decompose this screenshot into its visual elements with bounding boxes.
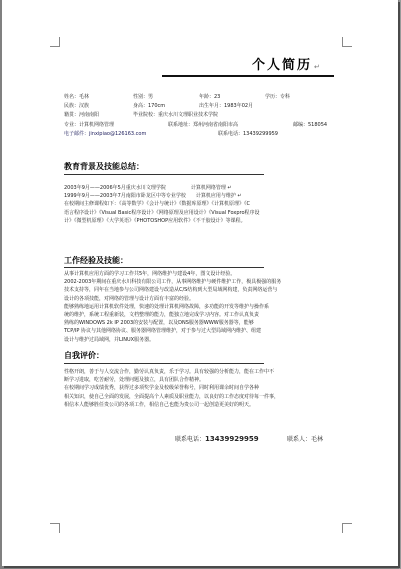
- document-page: [2, 0, 398, 566]
- self-evaluation-body: [64, 368, 344, 409]
- footer-phone-value: 13439929959: [205, 435, 259, 443]
- info-height: 身高：170cm: [133, 103, 166, 109]
- experience-line: 能够熟练地运用计算机软件处理，快速的处理计算机网络故障，多功能的开发等维护与操作系: [64, 303, 270, 310]
- footer-phone-label: 联系电话：: [175, 436, 206, 443]
- info-major: 专业：计算机网络管理: [64, 122, 115, 128]
- footer-phone: [175, 434, 259, 443]
- corner-mark-top-left: [50, 37, 60, 47]
- footer-person-value: 毛林: [311, 436, 324, 443]
- info-birth: 出生年月：1983年02月: [199, 103, 254, 109]
- experience-line: 设计与维护过局域网，并LINUX服务器。: [64, 336, 155, 343]
- education-line: 在校期间主修课程如下：《高等数学》《会计与统计》《数据库原理》《计算机原理》《C: [64, 201, 250, 208]
- experience-line: 设计的各项技能，对网络的管理与设计方面有丰富的经验。: [64, 295, 195, 302]
- paragraph-mark: ↵: [314, 63, 322, 71]
- info-email: 电子邮件：jinxipiao@126163.com: [64, 131, 147, 137]
- section-heading-education: 教育背景及技能总结：: [64, 162, 144, 171]
- footer-person-label: 联系人：: [287, 436, 312, 443]
- corner-mark-bottom-right: [342, 523, 352, 533]
- self-evaluation-line: 在校期间学习成绩优秀，获得过多项奖学金及校级荣誉称号，同时利用课余时间自学各种: [64, 385, 260, 392]
- experience-line: 从事计算机应用方面的学习工作共5年，网络维护与建设4年，图文设计经验。: [64, 271, 236, 277]
- self-evaluation-line: 相关知识，使自己全面的发展，全面提高个人素质及职业能力，以良好的工作态度对待每一件事，: [64, 393, 280, 400]
- experience-line: 熟练的WINDOWS 2k IP 2003的安装与配置，以及DNS服务器WWW服务器等，能够: [64, 320, 254, 327]
- self-evaluation-line: 性格开朗，善于与人交流合作，勤劳认真负责，乐于学习。具有较强的分析能力，能在工作中不: [64, 369, 275, 375]
- info-education: 学历：专科: [265, 94, 291, 100]
- experience-body: [64, 270, 344, 344]
- education-line: 1999年9月——2003年7月南阳市卧龙区中等专业学校 计算机应用与维护 ↵: [64, 193, 242, 200]
- title-underline: [162, 75, 334, 77]
- experience-line: TCP/IP 协议与其他网络协议、服务器网络管理维护，对于参与过大型局域网内维护、组建: [64, 328, 262, 335]
- section-rule-education: [64, 174, 264, 175]
- education-body: [64, 184, 344, 225]
- section-rule-self-evaluation: [64, 363, 264, 364]
- education-line: 计》《微型机原理》《大学英语》《PHOTOSHOP应用软件》《不干胶设计》等课程。: [64, 217, 246, 224]
- experience-line: 2002-2003年期间在重庆水川科技有限公司工作，从事网络维护与硬件维护工作，极具极强的服务: [64, 279, 282, 286]
- resume-title-text: 个人简历: [252, 58, 313, 73]
- info-postcode: 邮编：518054: [293, 122, 328, 128]
- section-heading-experience: 工作经验及技能：: [64, 256, 128, 265]
- self-evaluation-line: 相信本人能够胜任贵公司的各项工作，相信自己也能为贵公司一起创造更美好的明天。: [64, 401, 255, 408]
- info-age: 年龄：23: [199, 94, 221, 100]
- info-gender: 性别：男: [133, 94, 154, 100]
- info-name: 姓名：毛林: [64, 94, 90, 100]
- corner-mark-bottom-left: [50, 523, 60, 533]
- section-rule-experience: [64, 267, 264, 268]
- section-heading-self-evaluation: 自我评价：: [64, 351, 104, 360]
- resume-title: [252, 54, 322, 73]
- info-origin: 籍贯：河南南阳: [64, 112, 100, 118]
- self-evaluation-line: 断学习进取，吃苦耐劳，处理问题及独立，具有团队合作精神。: [64, 377, 205, 384]
- info-address: 联系地址：郑州河南省南阳市高: [168, 122, 239, 128]
- experience-line: 统的维护，系统工程重新装，文档整理的能力，能独立地完成学习内容。对工作认真负责: [64, 312, 260, 319]
- info-phone: 联系电话：13439299959: [218, 131, 278, 137]
- experience-line: 技术支持等，同年在当地参与公司网络建设与改造从C/S结构到大型局域网构建，负责网络运营与: [64, 287, 278, 294]
- footer-contact-person: [287, 434, 323, 443]
- corner-mark-top-right: [342, 37, 352, 47]
- education-line: 2003年9月——2006年5月重庆水川文理学院 计算机网络管理 ↵: [64, 185, 232, 191]
- info-school: 毕业院校：重庆水川文理职业技术学院: [133, 112, 219, 118]
- info-nation: 民族：汉族: [64, 103, 90, 109]
- education-line: 语言程序设计》《Visual Basic程序设计》《网络原理及应用设计》《Visual Foxpro程序设: [64, 209, 260, 216]
